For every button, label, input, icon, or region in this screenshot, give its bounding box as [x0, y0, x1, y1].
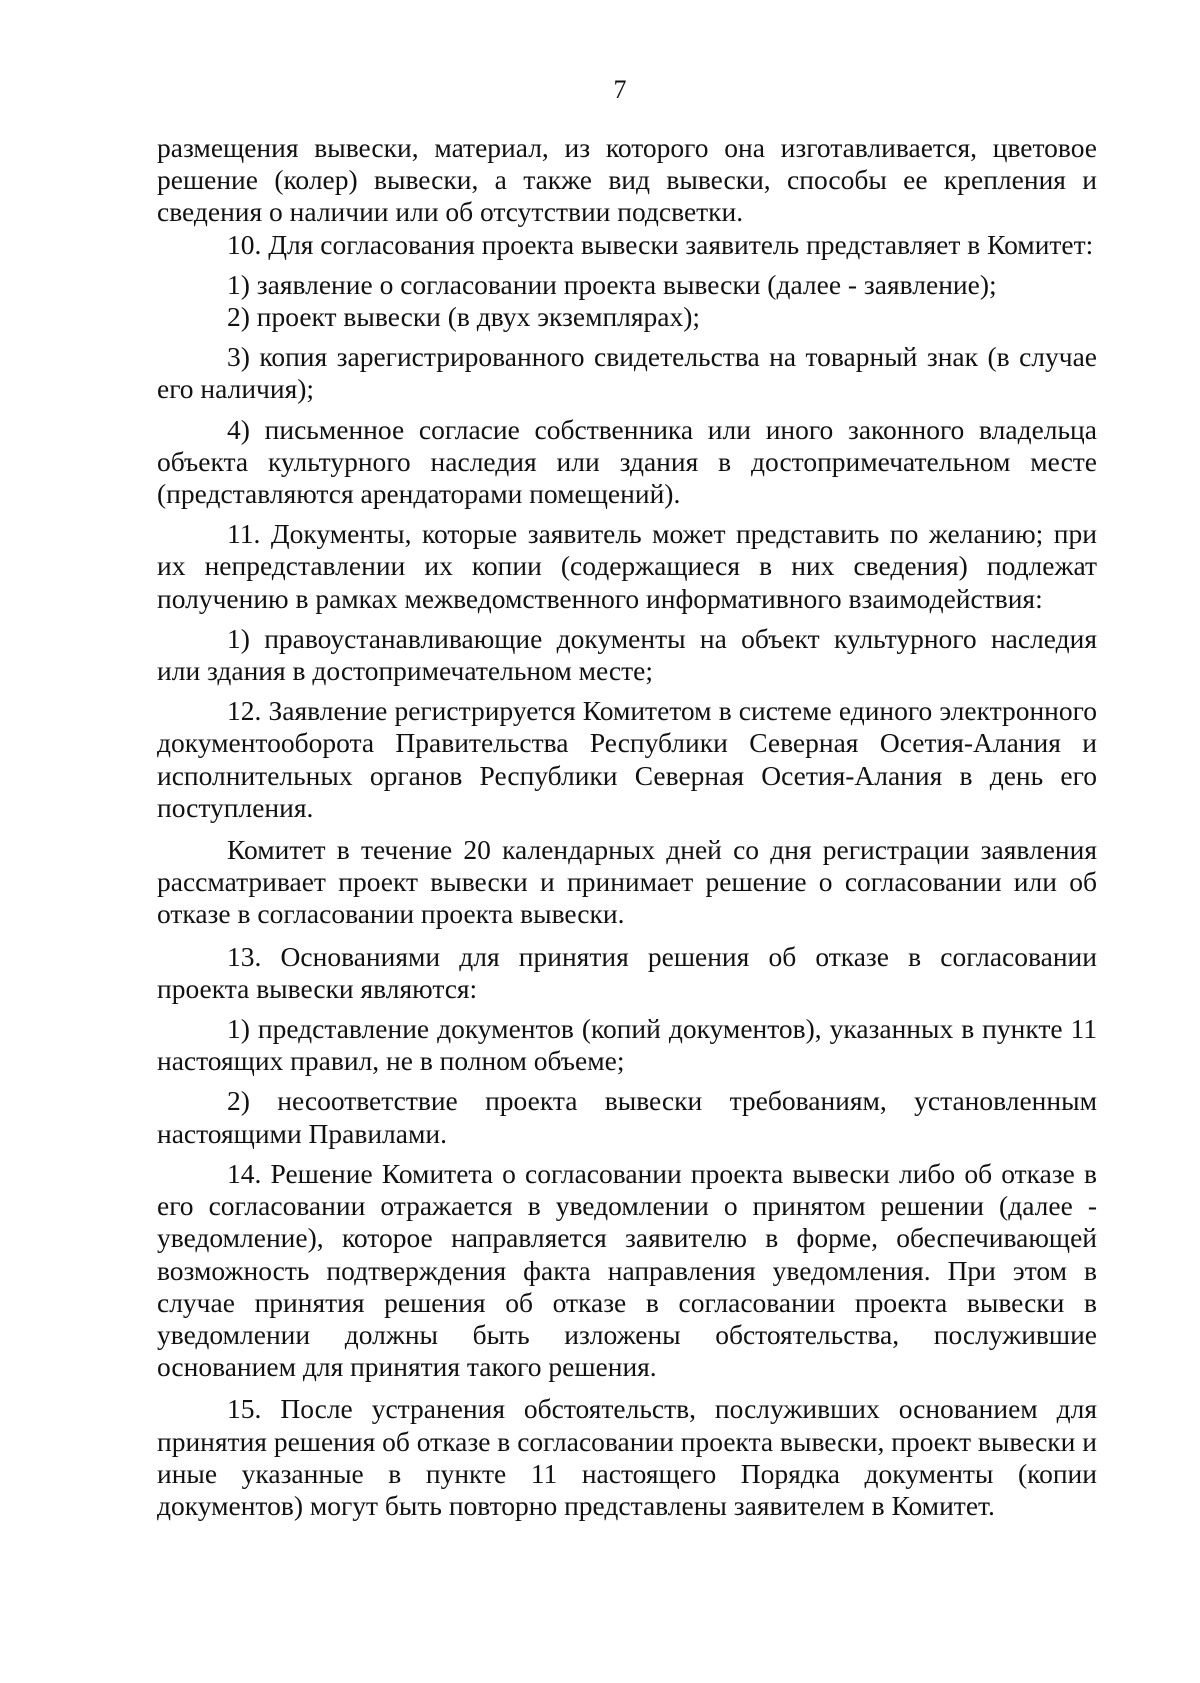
paragraph-item-12: 12. Заявление регистрируется Комитетом в системе единого электронного документооборота Правительства Республики Северная Осетия-Алания и исполнительных органов Республики Северная Осетия-Алания в день его поступления.	[157, 695, 1097, 823]
list-item-10-1: 1) заявление о согласовании проекта вывески (далее - заявление);	[227, 268, 997, 300]
paragraph-continuation: размещения вывески, материал, из которого она изготавливается, цветовое решение (колер) вывески, а также вид вывески, способы ее крепления и сведения о наличии или об отсутствии подсветки.	[157, 132, 1097, 228]
paragraph-item-10: 10. Для согласования проекта вывески заявитель представляет в Комитет:	[227, 228, 1094, 260]
page-number: 7	[613, 75, 627, 104]
list-item-11-1: 1) правоустанавливающие документы на объект культурного наследия или здания в достопримечательном месте;	[157, 622, 1097, 687]
paragraph-item-15: 15. После устранения обстоятельств, послуживших основанием для принятия решения об отказе в согласовании проекта вывески, проект вывески и иные указанные в пункте 11 настоящего Порядка документы (копии документов) могут быть повторно представлены заявителем в Комитет.	[157, 1393, 1097, 1521]
paragraph-item-11: 11. Документы, которые заявитель может представить по желанию; при их непредставлении их копии (содержащиеся в них сведения) подлежат получению в рамках межведомственного информативного взаимодействия:	[157, 518, 1097, 614]
document-body	[157, 132, 1097, 1522]
paragraph-item-13: 13. Основаниями для принятия решения об отказе в согласовании проекта вывески являются:	[157, 940, 1097, 1004]
list-item-13-2: 2) несоответствие проекта вывески требованиям, установленным настоящими Правилами.	[157, 1085, 1097, 1149]
paragraph-committee-review: Комитет в течение 20 календарных дней со дня регистрации заявления рассматривает проект вывески и принимает решение о согласовании или об отказе в согласовании проекта вывески.	[157, 834, 1097, 930]
list-item-13-1: 1) представление документов (копий документов), указанных в пункте 11 настоящих правил, не в полном объеме;	[157, 1013, 1097, 1077]
list-item-10-3: 3) копия зарегистрированного свидетельства на товарный знак (в случае его наличия);	[157, 341, 1097, 405]
list-item-10-2: 2) проект вывески (в двух экземплярах);	[227, 301, 701, 333]
paragraph-item-14: 14. Решение Комитета о согласовании проекта вывески либо об отказе в его согласовании отражается в уведомлении о принятом решении (далее - уведомление), которое направляется заявителю в форме, обеспечивающей возможность подтверждения факта направления уведомления. При этом в случае принятия решения об отказе в согласовании проекта вывески в уведомлении должны быть изложены обстоятельства, послужившие основанием для принятия такого решения.	[157, 1157, 1097, 1383]
list-item-10-4: 4) письменное согласие собственника или иного законного владельца объекта культурного наследия или здания в достопримечательном месте (представляются арендаторами помещений).	[157, 413, 1097, 510]
